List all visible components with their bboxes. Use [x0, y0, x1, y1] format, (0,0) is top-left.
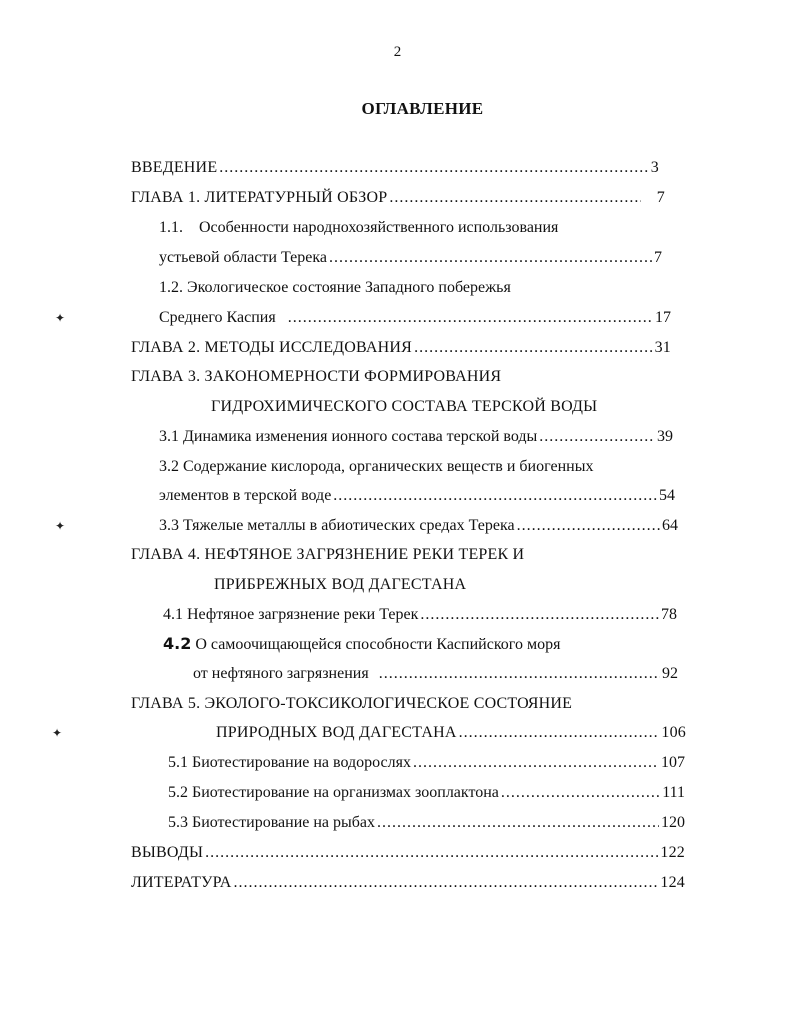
toc-entry-4-2-line1: [163, 634, 560, 655]
handwritten-number: 4.2: [163, 634, 192, 653]
toc-entry-label: устьевой области Терека: [159, 249, 327, 266]
toc-entry-4-2-line2: [193, 664, 678, 684]
toc-entry-page: 122: [660, 844, 685, 861]
toc-entry-3-1: [159, 427, 673, 447]
page-number: 2: [393, 44, 402, 60]
toc-entry-literature: [131, 873, 685, 893]
toc-entry-page: 107: [661, 754, 685, 771]
toc-entry-3-2-line1: 3.2 Содержание кислорода, органических веществ и биогенных: [159, 458, 594, 475]
margin-mark: ✦: [55, 519, 66, 533]
toc-entry-label: элементов в терской воде: [159, 487, 332, 504]
toc-entry-chapter-4-line2: ПРИБРЕЖНЫХ ВОД ДАГЕСТАНА: [214, 576, 467, 593]
toc-entry-1-2-line1: 1.2. Экологическое состояние Западного побережья: [159, 279, 511, 296]
leader-dots: [205, 843, 658, 863]
toc-entry-page: 7: [656, 189, 665, 206]
toc-entry-label: О самоочищающейся способности Каспийского моря: [195, 636, 561, 653]
leader-dots: [288, 308, 653, 328]
toc-entry-label: 5.1 Биотестирование на водорослях: [168, 754, 411, 771]
toc-entry-label: ВЫВОДЫ: [131, 844, 204, 861]
toc-entry-5-2: [168, 783, 685, 803]
toc-entry-label: 4.1 Нефтяное загрязнение реки Терек: [163, 606, 419, 623]
leader-dots: [414, 338, 653, 358]
leader-dots: [420, 605, 659, 625]
toc-entry-page: 78: [661, 606, 677, 623]
toc-entry-page: 64: [662, 517, 678, 534]
leader-dots: [219, 158, 649, 178]
toc-entry-page: 31: [654, 339, 671, 356]
toc-entry-page: 7: [654, 249, 662, 266]
toc-entry-page: 3: [650, 159, 659, 176]
toc-entry-1-1-line2: [159, 248, 662, 268]
toc-entry-label: Особенности народнохозяйственного использования: [199, 219, 559, 236]
toc-entry-page: 124: [660, 874, 685, 891]
margin-mark: ✦: [55, 311, 66, 325]
leader-dots: [501, 783, 660, 803]
toc-entry-5-1: [168, 753, 685, 773]
toc-entry-label: Среднего Каспия: [159, 309, 276, 326]
toc-entry-chapter-3-line2: ГИДРОХИМИЧЕСКОГО СОСТАВА ТЕРСКОЙ ВОДЫ: [211, 398, 598, 415]
toc-entry-intro: [131, 158, 659, 178]
leader-dots: [459, 723, 660, 743]
leader-dots: [389, 188, 640, 208]
margin-mark: ✦: [52, 726, 63, 740]
toc-entry-page: 39: [657, 428, 673, 445]
leader-dots: [329, 248, 652, 268]
toc-entry-label: 3.1 Динамика изменения ионного состава терской воды: [159, 428, 538, 445]
toc-entry-chapter-5-line1: ГЛАВА 5. ЭКОЛОГО-ТОКСИКОЛОГИЧЕСКОЕ СОСТОЯНИЕ: [131, 695, 573, 712]
toc-entry-4-1: [163, 605, 677, 625]
leader-dots: [517, 516, 660, 536]
toc-entry-page: 106: [661, 724, 686, 741]
toc-entry-page: 111: [662, 784, 685, 801]
toc-entry-page: 17: [655, 309, 671, 326]
toc-entry-label: 3.3 Тяжелые металлы в абиотических средах Терека: [159, 517, 515, 534]
leader-dots: [377, 813, 659, 833]
toc-entry-label: 5.2 Биотестирование на организмах зооплактона: [168, 784, 499, 801]
leader-dots: [539, 427, 655, 447]
leader-dots: [333, 486, 657, 506]
toc-entry-chapter-1: [131, 188, 665, 208]
toc-entry-1-1-line1: [159, 218, 558, 238]
toc-entry-label: от нефтяного загрязнения: [193, 665, 369, 682]
toc-entry-page: 120: [661, 814, 685, 831]
page-title: ОГЛАВЛЕНИЕ: [361, 99, 484, 118]
toc-entry-number: 1.1.: [159, 219, 183, 236]
toc-entry-conclusions: [131, 843, 685, 863]
toc-entry-1-2-line2: [159, 308, 671, 328]
toc-entry-label: ПРИРОДНЫХ ВОД ДАГЕСТАНА: [216, 724, 457, 741]
leader-dots: [413, 753, 659, 773]
leader-dots: [233, 873, 658, 893]
toc-entry-label: ЛИТЕРАТУРА: [131, 874, 232, 891]
toc-entry-page: 92: [662, 665, 678, 682]
toc-entry-label: 5.3 Биотестирование на рыбах: [168, 814, 376, 831]
toc-entry-chapter-4-line1: ГЛАВА 4. НЕФТЯНОЕ ЗАГРЯЗНЕНИЕ РЕКИ ТЕРЕК И: [131, 546, 525, 563]
toc-entry-3-3: [159, 516, 678, 536]
toc-entry-chapter-2: [131, 338, 671, 358]
toc-entry-chapter-5-line2: [216, 723, 686, 743]
toc-entry-chapter-3-line1: ГЛАВА 3. ЗАКОНОМЕРНОСТИ ФОРМИРОВАНИЯ: [131, 368, 502, 385]
toc-entry-5-3: [168, 813, 685, 833]
toc-entry-label: ГЛАВА 2. МЕТОДЫ ИССЛЕДОВАНИЯ: [131, 339, 413, 356]
toc-entry-label: ВВЕДЕНИЕ: [131, 159, 218, 176]
toc-entry-page: 54: [659, 487, 675, 504]
toc-entry-3-2-line2: [159, 486, 675, 506]
toc-entry-label: ГЛАВА 1. ЛИТЕРАТУРНЫЙ ОБЗОР: [131, 189, 388, 206]
leader-dots: [379, 664, 660, 684]
